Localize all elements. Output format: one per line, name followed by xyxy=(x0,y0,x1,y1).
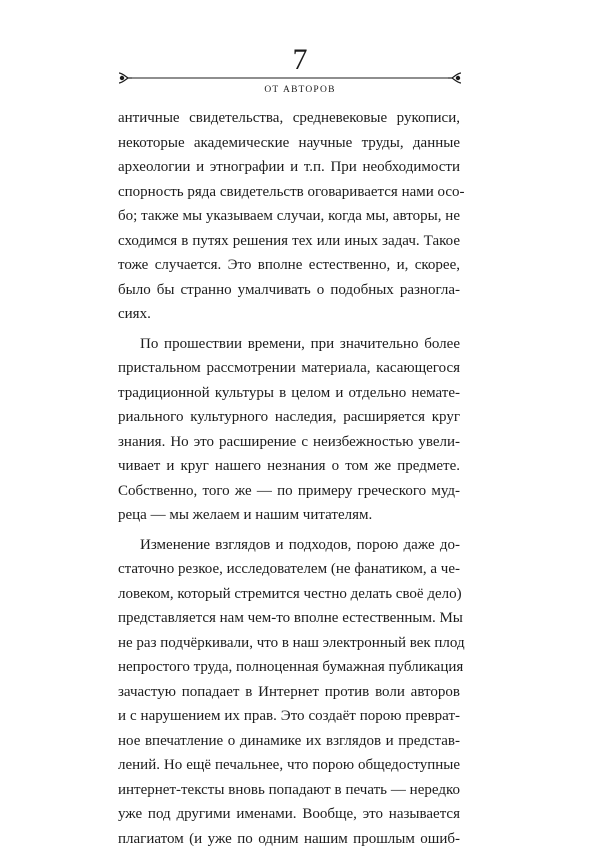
running-head: ОТ АВТОРОВ xyxy=(0,84,600,96)
text-line: не раз подчёркивали, что в наш электронный век плод xyxy=(118,631,460,656)
text-line: По прошествии времени, при значительно более xyxy=(118,332,460,357)
text-line: представляется нам чем-то вполне естественным. Мы xyxy=(118,606,460,631)
paragraph xyxy=(118,533,460,851)
text-line: некоторые академические научные труды, данные xyxy=(118,131,460,156)
left-flourish-icon xyxy=(119,73,132,83)
text-line: было бы странно умалчивать о подобных разногла- xyxy=(118,278,460,303)
text-line: Изменение взглядов и подходов, порою даже до- xyxy=(118,533,460,558)
text-line: ное впечатление о динамике их взглядов и представ- xyxy=(118,729,460,754)
paragraph xyxy=(118,106,460,327)
text-line: лений. Но ещё печальнее, что порою общедоступные xyxy=(118,753,460,778)
text-line: знания. Но это расширение с неизбежностью увели- xyxy=(118,430,460,455)
text-line: традиционной культуры в целом и отдельно немате- xyxy=(118,381,460,406)
text-line: ловеком, который стремится честно делать своё дело) xyxy=(118,582,460,607)
text-line: чивает и круг нашего незнания о том же предмете. xyxy=(118,454,460,479)
text-line: уже под другими именами. Вообще, это называется xyxy=(118,802,460,827)
right-flourish-icon xyxy=(448,73,461,83)
text-line: сиях. xyxy=(118,302,460,327)
text-line: бо; также мы указываем случаи, когда мы, авторы, не xyxy=(118,204,460,229)
text-line: зачастую попадает в Интернет против воли авторов xyxy=(118,680,460,705)
text-line: сходимся в путях решения тех или иных задач. Такое xyxy=(118,229,460,254)
ornamental-header-rule xyxy=(118,71,462,85)
text-line: и с нарушением их прав. Это создаёт порою преврат- xyxy=(118,704,460,729)
text-line: Собственно, того же — по примеру греческого муд- xyxy=(118,479,460,504)
text-line: античные свидетельства, средневековые рукописи, xyxy=(118,106,460,131)
text-line: непростого труда, полноценная бумажная публикация xyxy=(118,655,460,680)
text-line: реца — мы желаем и нашим читателям. xyxy=(118,503,460,528)
text-line: риального культурного наследия, расширяется круг xyxy=(118,405,460,430)
page-number: 7 xyxy=(0,44,600,76)
text-line: тоже случается. Это вполне естественно, и, скорее, xyxy=(118,253,460,278)
text-line: археологии и этнографии и т.п. При необходимости xyxy=(118,155,460,180)
paragraph xyxy=(118,332,460,528)
body-text xyxy=(118,106,460,851)
text-line: интернет-тексты вновь попадают в печать — нередко xyxy=(118,778,460,803)
text-line: плагиатом (и уже по одним нашим прошлым ошиб- xyxy=(118,827,460,851)
text-line: пристальном рассмотрении материала, касающегося xyxy=(118,356,460,381)
text-line: спорность ряда свидетельств оговаривается нами осо- xyxy=(118,180,460,205)
text-line: статочно резкое, исследователем (не фанатиком, а че- xyxy=(118,557,460,582)
